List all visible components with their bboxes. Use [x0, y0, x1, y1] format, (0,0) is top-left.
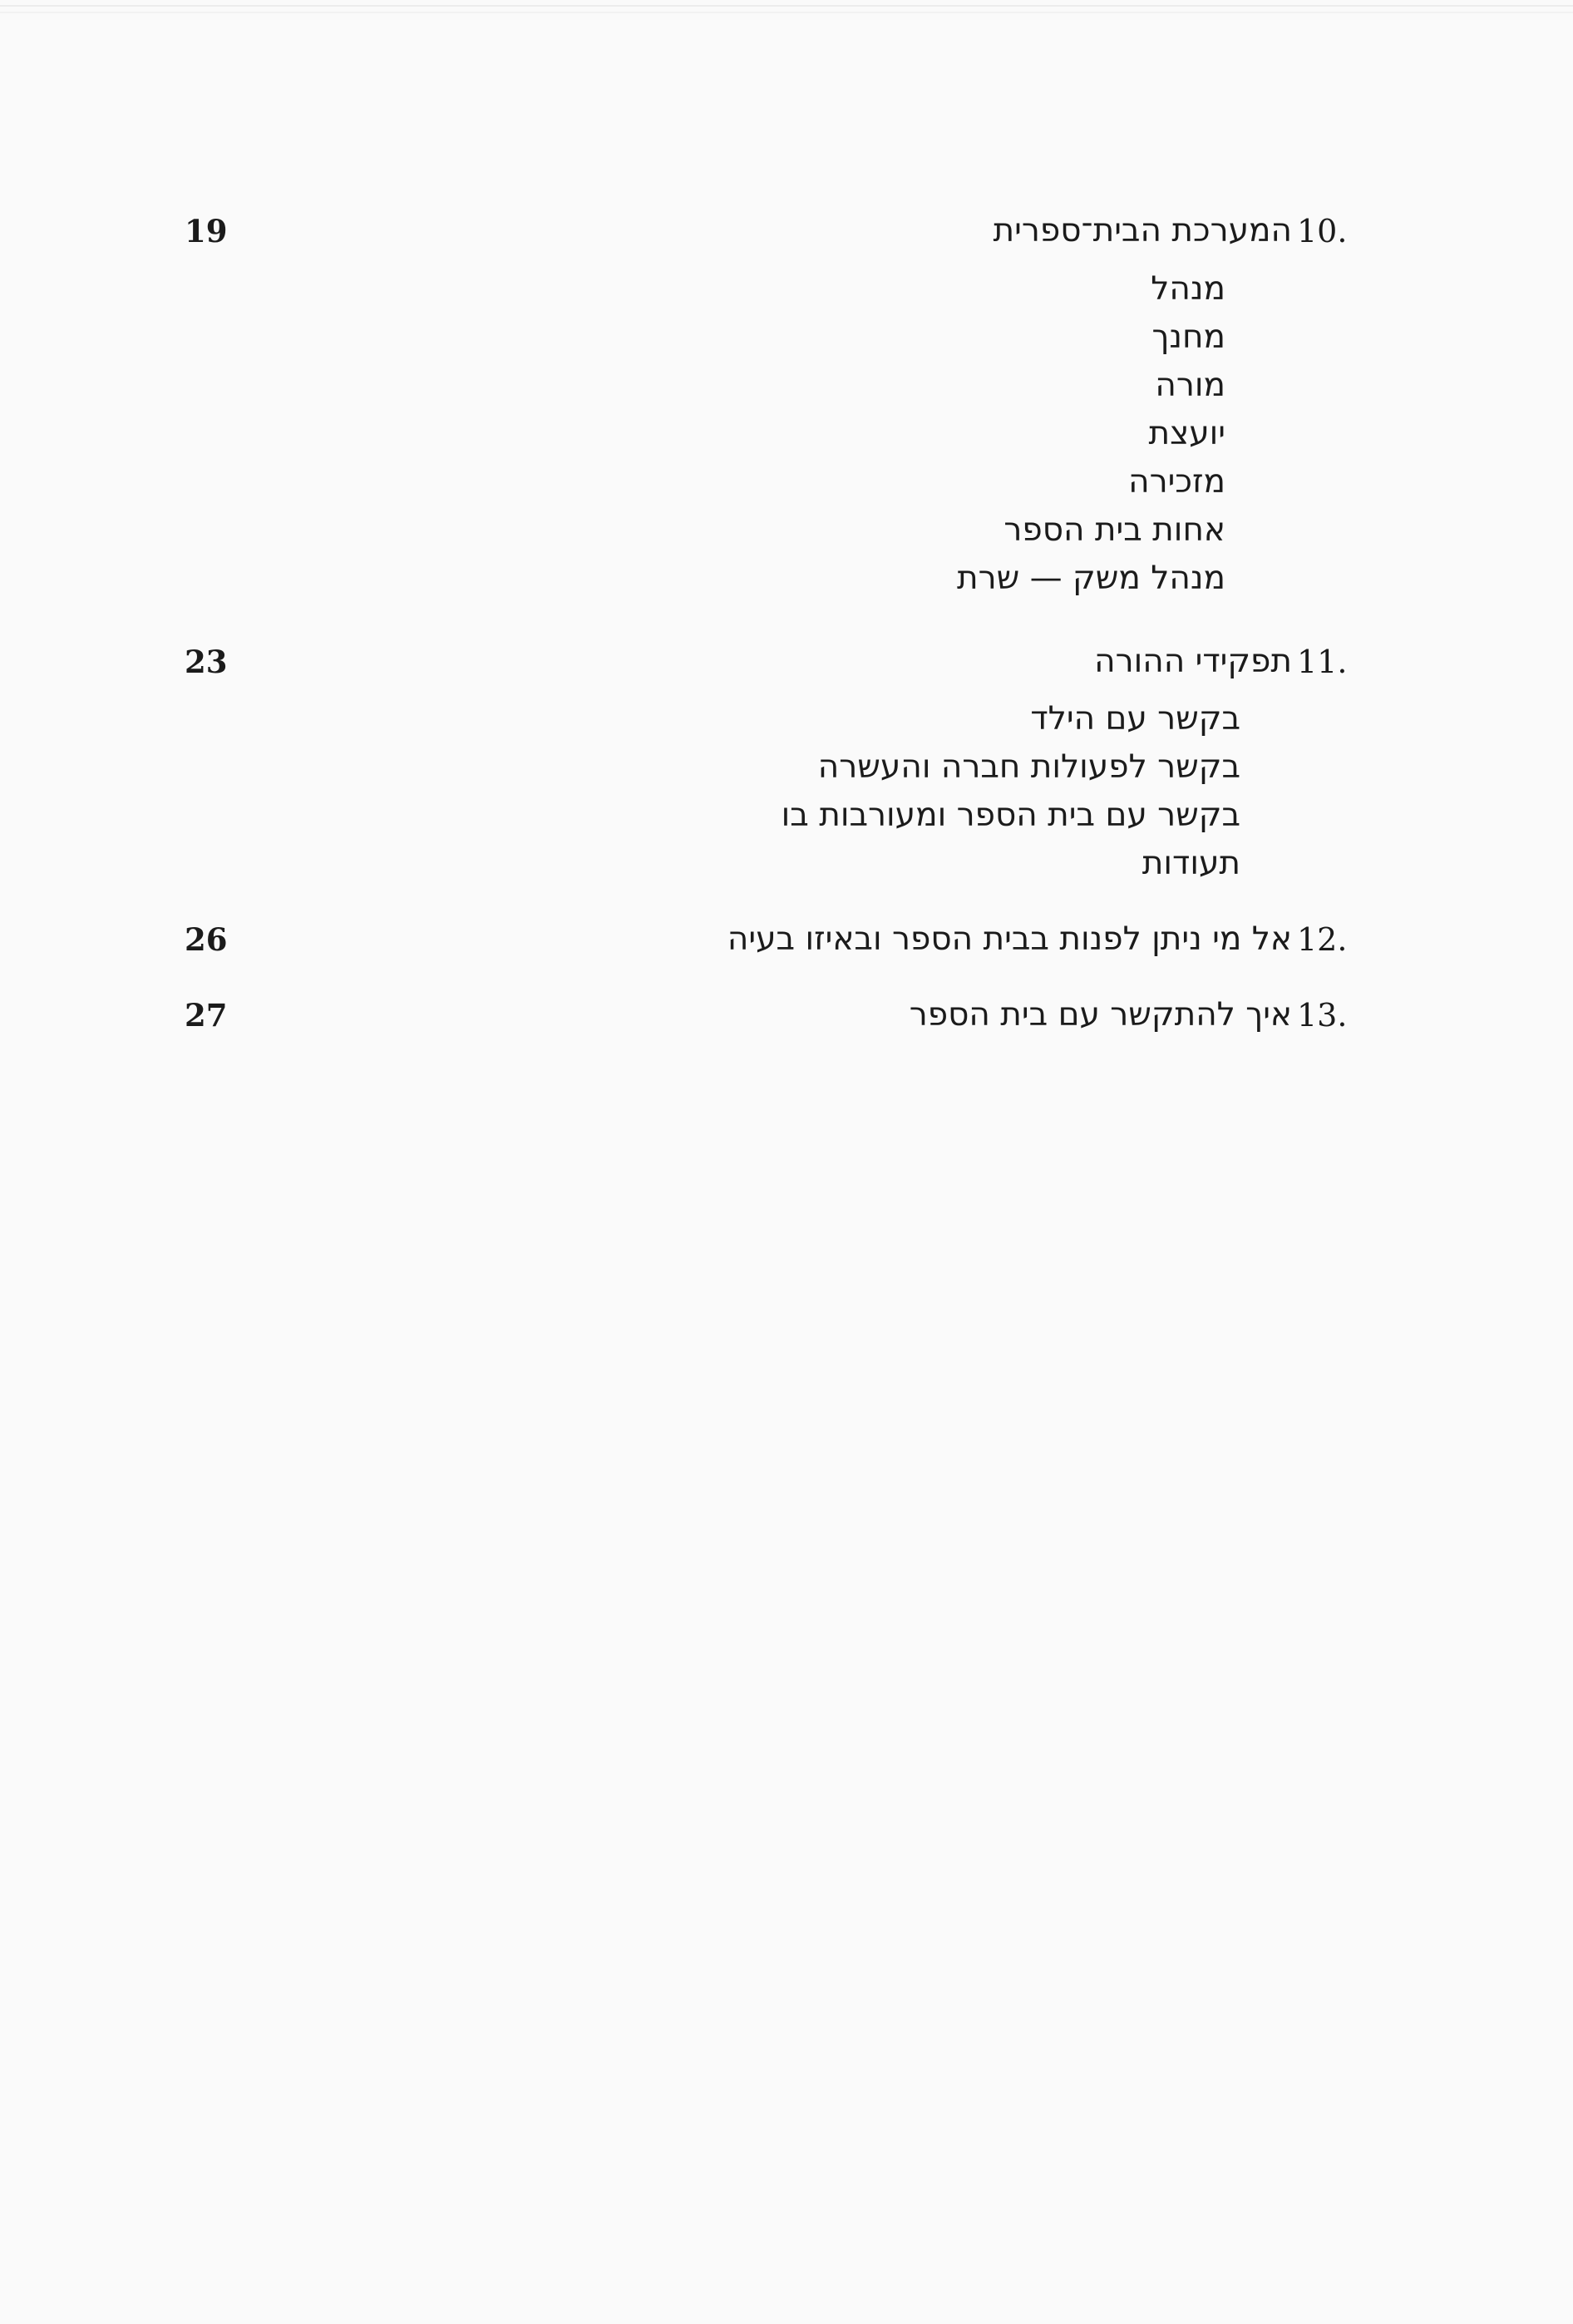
toc-subitem: מנהל [1151, 270, 1225, 308]
toc-subitem: יועצת [1148, 415, 1225, 452]
toc-subitem: בקשר עם בית הספר ומעורבות בו [781, 797, 1240, 834]
entry-page-number: 23 [185, 644, 228, 680]
toc-subitem: תעודות [1142, 845, 1240, 882]
toc-subitem: מורה [1155, 367, 1225, 404]
toc-entry-12 [0, 915, 1573, 965]
entry-title: איך להתקשר עם בית הספר [909, 996, 1292, 1034]
entry-number: 11. [1297, 644, 1348, 680]
entry-page-number: 19 [185, 213, 228, 249]
toc-entry-11 [0, 637, 1573, 687]
entry-number: 13. [1297, 997, 1348, 1034]
entry-title: תפקידי ההורה [1094, 643, 1292, 680]
entry-number: 10. [1297, 213, 1348, 249]
toc-subitem: בקשר לפעולות חברה והעשרה [817, 748, 1240, 786]
toc-subitem: מחנך [1151, 318, 1225, 356]
toc-subitem: מזכירה [1128, 463, 1225, 501]
entry-number: 12. [1297, 921, 1348, 958]
toc-entry-10 [0, 206, 1573, 256]
toc-entry-13 [0, 990, 1573, 1040]
entry-page-number: 26 [185, 921, 228, 958]
page-edge-line [0, 12, 1573, 13]
toc-subitem: מנהל משק — שרת [956, 560, 1225, 597]
entry-title: המערכת הבית־ספרית [993, 212, 1292, 249]
toc-subitem: בקשר עם הילד [1030, 700, 1240, 738]
entry-title: אל מי ניתן לפנות בבית הספר ובאיזו בעיה [727, 920, 1292, 958]
page-edge-line [0, 5, 1573, 7]
entry-page-number: 27 [185, 997, 228, 1034]
toc-subitem: אחות בית הספר [1003, 511, 1225, 549]
